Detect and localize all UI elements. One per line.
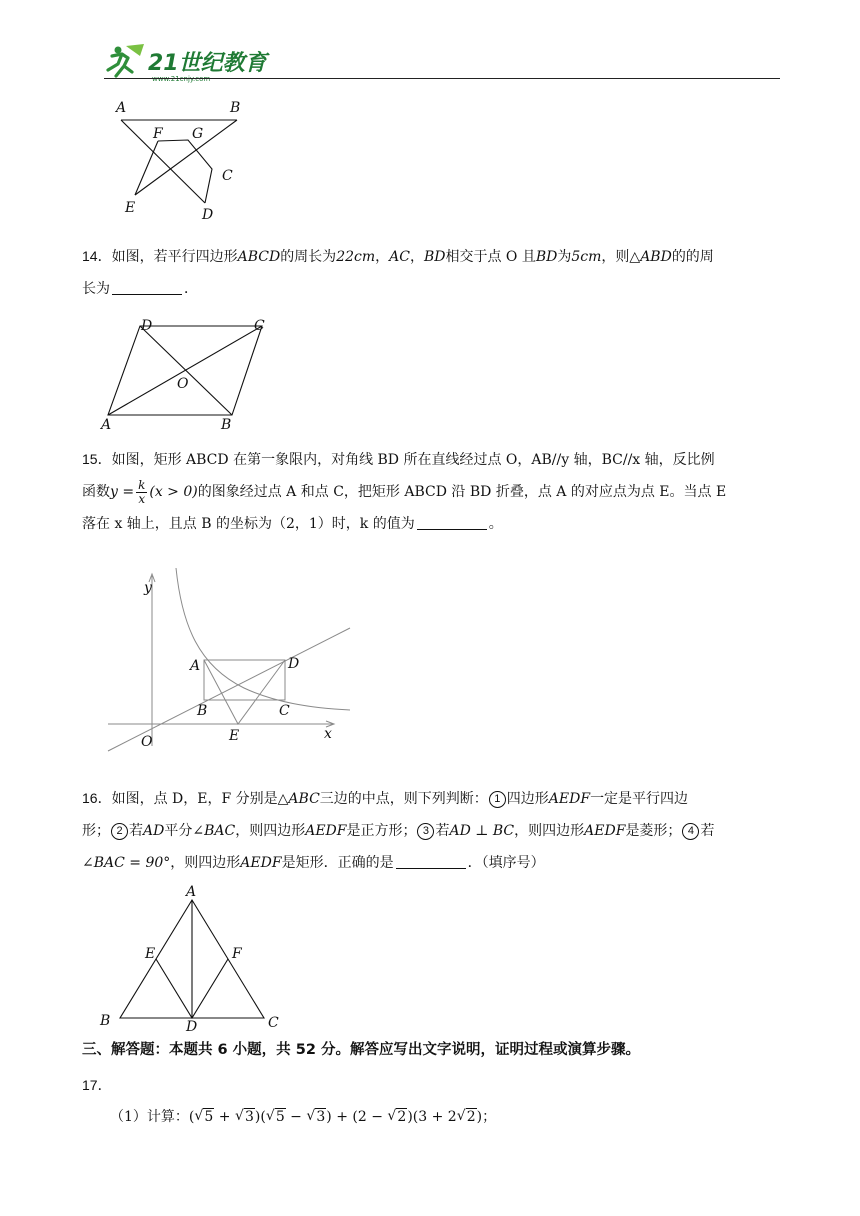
q15-text: 落在 x 轴上，且点 B 的坐标为（2，1）时，k 的值为: [82, 516, 415, 532]
q16-aedf: AEDF: [240, 855, 282, 871]
section-title: 三、解答题：本题共 6 小题，共 52 分。解答应写出文字说明，证明过程或演算步骤。: [82, 1042, 640, 1058]
q16-number: 16．: [82, 790, 112, 806]
fig15-label-x: x: [324, 726, 332, 742]
q16-text: 若: [129, 823, 143, 839]
fig13-label-a: A: [116, 100, 127, 116]
q14-ac: AC: [389, 249, 410, 265]
radicand: 2: [397, 1109, 407, 1125]
q16-aedf: AEDF: [584, 823, 626, 839]
q16-bac: BAC: [204, 823, 236, 839]
expr-part: )；: [476, 1109, 497, 1125]
q16-aedf: AEDF: [305, 823, 347, 839]
q16-abc: ABC: [288, 791, 320, 807]
q16-ad: AD: [143, 823, 165, 839]
q14-text: 的周长为: [280, 249, 337, 265]
sqrt-5: [266, 1107, 286, 1127]
question-15: [82, 443, 782, 540]
q16-text: 形；: [82, 823, 110, 839]
fig15-label-e: E: [229, 728, 240, 744]
logo-sub: www.21cnjy.com: [152, 75, 211, 83]
fig13-label-c: C: [222, 168, 233, 184]
q16-text: 如图，点 D，E，F 分别是△: [111, 791, 289, 807]
circled-number-1: 1: [489, 791, 506, 808]
fig15-label-b: B: [197, 703, 208, 719]
fig13-label-d: D: [202, 207, 214, 223]
expr-part: −: [285, 1109, 307, 1125]
expr-part: +: [214, 1109, 235, 1125]
q16-text: 一定是平行四边: [590, 791, 689, 807]
q14-text: 长为: [82, 281, 110, 297]
fig15-label-o: O: [141, 734, 153, 750]
logo-text: 21世纪教育: [148, 51, 267, 76]
q15-text: 的图象经过点 A 和点 C，把矩形 ABCD 沿 BD 折叠，点 A 的对应点为点 E。当点 E: [197, 484, 727, 500]
q14-bd: BD: [535, 249, 558, 265]
sqrt-2: [387, 1107, 407, 1127]
fig15-label-a: A: [190, 658, 201, 674]
expr-part: )(: [254, 1109, 266, 1125]
figure-16: [96, 882, 296, 1036]
circled-number-3: 3: [417, 823, 434, 840]
q14-text: ，: [409, 249, 424, 265]
answer-blank-14[interactable]: [112, 278, 182, 295]
fig13-label-e: E: [125, 200, 136, 216]
expr-part: ) + (2 −: [326, 1109, 388, 1125]
q16-aedf: AEDF: [548, 791, 591, 807]
q16-ad-perp-bc: AD ⊥ BC: [449, 823, 515, 839]
radicand: 5: [275, 1109, 285, 1125]
fraction-k-over-x: [136, 479, 147, 506]
q14-perimeter: 22cm: [336, 249, 376, 265]
figure-14: [98, 314, 278, 438]
fig14-label-d: D: [141, 318, 153, 334]
fraction-denominator: x: [138, 491, 146, 506]
fig14-label-b: B: [221, 417, 232, 433]
q16-text: ，则四边形: [514, 823, 585, 839]
q16-text: 平分∠: [164, 823, 205, 839]
fig15-label-d: D: [288, 656, 300, 672]
circled-number-2: 2: [111, 823, 128, 840]
q14-bd-length: 5cm: [571, 249, 602, 265]
fraction-numerator: k: [138, 477, 146, 492]
q16-text: 四边形: [506, 791, 549, 807]
q17-number: 17．: [82, 1077, 112, 1093]
q14-number: 14．: [82, 248, 112, 264]
answer-blank-15[interactable]: [417, 513, 487, 530]
fig14-label-a: A: [101, 417, 112, 433]
circled-number-4: 4: [682, 823, 699, 840]
q16-text: 是正方形；: [346, 823, 417, 839]
q14-text: 的的周: [671, 249, 714, 265]
question-14: [82, 240, 782, 305]
q15-number: 15．: [82, 451, 112, 467]
q15-text: 。: [488, 516, 503, 532]
q15-y-eq: y =: [110, 484, 135, 500]
fig14-label-o: O: [177, 376, 189, 392]
q14-text: 如图，若平行四边形: [111, 249, 238, 265]
question-16: [82, 782, 782, 879]
q14-text: ，: [375, 249, 390, 265]
q16-text: 若: [435, 823, 450, 839]
fig13-label-f: F: [153, 126, 163, 142]
q15-text: 函数: [82, 484, 110, 500]
fig13-label-g: G: [192, 126, 204, 142]
figure-15: [104, 566, 354, 760]
fig16-label-c: C: [268, 1015, 279, 1031]
radicand: 3: [316, 1109, 326, 1125]
sqrt-5: [194, 1107, 214, 1127]
fig16-label-e: E: [145, 946, 156, 962]
answer-blank-16[interactable]: [396, 852, 466, 869]
q15-condition: (x > 0): [149, 484, 198, 500]
q14-text: ．: [184, 281, 198, 297]
q15-line-1: 如图，矩形 ABCD 在第一象限内，对角线 BD 所在直线经过点 O，AB//y 轴，BC//x 轴，反比例: [111, 452, 715, 468]
fig13-label-b: B: [230, 100, 241, 116]
expr-part: )(3 + 2: [407, 1109, 457, 1125]
q14-text: 为: [557, 249, 572, 265]
fig15-label-c: C: [279, 703, 290, 719]
q17-sub-label: （1）计算：: [110, 1109, 189, 1125]
fig16-label-d: D: [186, 1019, 198, 1035]
fig14-label-c: C: [254, 318, 265, 334]
sqrt-3: [306, 1107, 326, 1127]
radicand: 5: [204, 1109, 214, 1125]
q16-text: 是矩形．正确的是: [281, 855, 394, 871]
q17-part-1: [110, 1107, 496, 1127]
q16-text: 若: [700, 823, 715, 839]
q16-text: ，则四边形: [235, 823, 306, 839]
figure-13: [110, 96, 250, 230]
q14-text: 相交于点 O 且: [445, 249, 536, 265]
q16-bac-90: BAC = 90°: [93, 855, 171, 871]
q16-text: ，则四边形: [170, 855, 241, 871]
q14-abcd: ABCD: [237, 249, 281, 265]
fig16-label-b: B: [100, 1013, 111, 1029]
q16-text: ∠: [82, 855, 94, 871]
q16-text: 是菱形；: [625, 823, 682, 839]
fig16-label-f: F: [232, 946, 242, 962]
q14-text: ，则△: [601, 249, 641, 265]
fig15-label-y: y: [144, 580, 152, 596]
q16-text: 三边的中点，则下列判断：: [319, 791, 488, 807]
sqrt-2: [457, 1107, 477, 1127]
radicand: 3: [244, 1109, 254, 1125]
fig16-label-a: A: [186, 884, 197, 900]
header-rule: [104, 78, 780, 79]
expr-part: (: [188, 1109, 195, 1125]
sqrt-3: [235, 1107, 255, 1127]
q14-bd: BD: [423, 249, 446, 265]
q14-abd: ABD: [640, 249, 672, 265]
radicand: 2: [466, 1109, 476, 1125]
q16-text: ．（填序号）: [467, 855, 545, 871]
